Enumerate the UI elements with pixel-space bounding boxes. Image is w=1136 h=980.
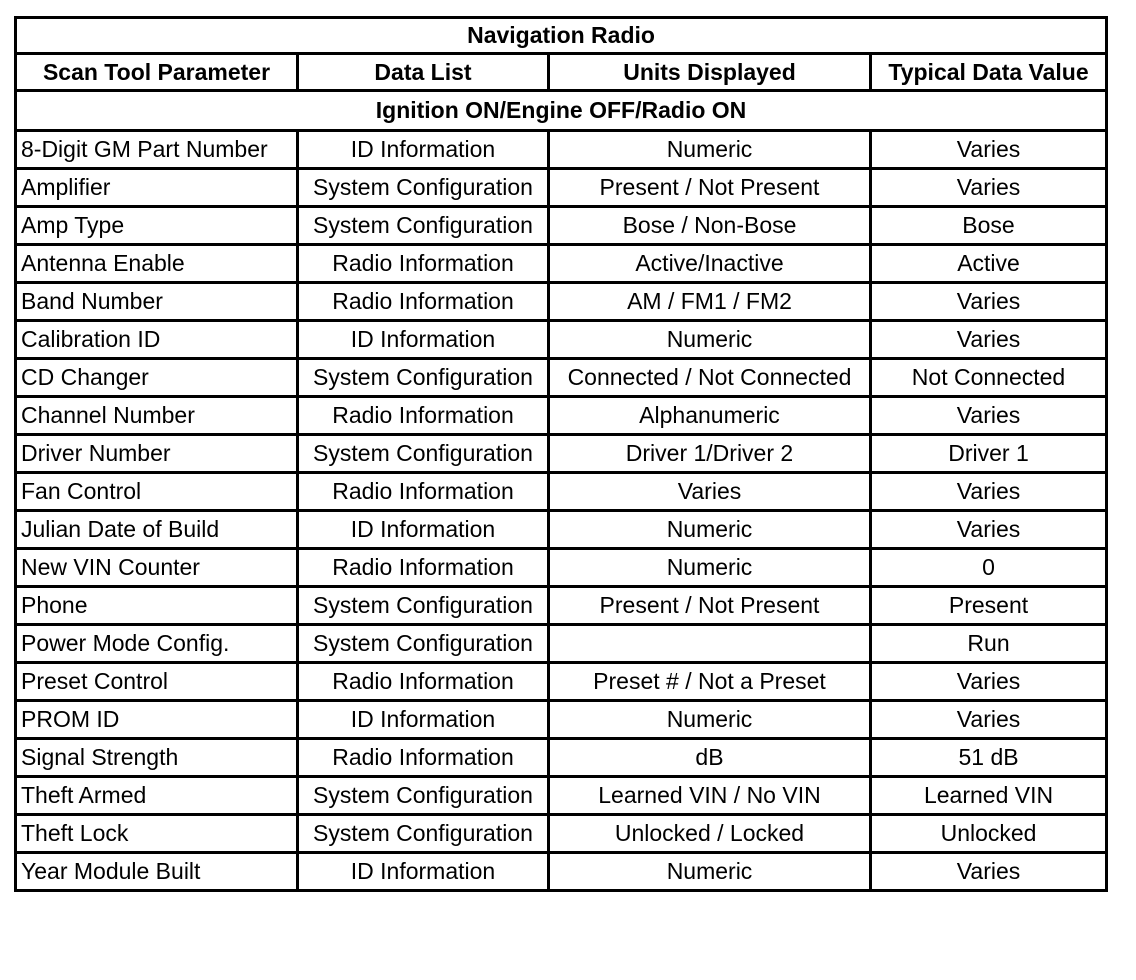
table-row	[16, 511, 1107, 549]
data-list-cell: System Configuration	[298, 435, 549, 473]
units-displayed-cell: Connected / Not Connected	[549, 359, 871, 397]
table-title: Navigation Radio	[16, 18, 1107, 54]
data-list-cell: System Configuration	[298, 359, 549, 397]
units-displayed-cell: Present / Not Present	[549, 169, 871, 207]
units-displayed-cell: Alphanumeric	[549, 397, 871, 435]
scan-tool-parameter-cell: Phone	[16, 587, 298, 625]
column-header-typical-data-value: Typical Data Value	[871, 54, 1107, 91]
units-displayed-cell: AM / FM1 / FM2	[549, 283, 871, 321]
units-displayed-cell: Preset # / Not a Preset	[549, 663, 871, 701]
data-list-cell: Radio Information	[298, 549, 549, 587]
units-displayed-cell: dB	[549, 739, 871, 777]
table-row	[16, 169, 1107, 207]
scan-tool-parameter-cell: 8-Digit GM Part Number	[16, 131, 298, 169]
units-displayed-cell: Numeric	[549, 701, 871, 739]
table-row	[16, 663, 1107, 701]
data-list-cell: System Configuration	[298, 777, 549, 815]
scan-tool-parameter-cell: Power Mode Config.	[16, 625, 298, 663]
table-row	[16, 587, 1107, 625]
scan-tool-parameter-cell: Band Number	[16, 283, 298, 321]
typical-data-value-cell: Varies	[871, 663, 1107, 701]
scan-tool-parameter-cell: Year Module Built	[16, 853, 298, 891]
column-header-units-displayed: Units Displayed	[549, 54, 871, 91]
typical-data-value-cell: Run	[871, 625, 1107, 663]
typical-data-value-cell: 0	[871, 549, 1107, 587]
units-displayed-cell: Numeric	[549, 131, 871, 169]
data-list-cell: Radio Information	[298, 283, 549, 321]
typical-data-value-cell: Driver 1	[871, 435, 1107, 473]
data-list-cell: Radio Information	[298, 397, 549, 435]
data-list-cell: Radio Information	[298, 739, 549, 777]
scan-tool-parameter-cell: Amplifier	[16, 169, 298, 207]
scan-tool-parameter-cell: PROM ID	[16, 701, 298, 739]
units-displayed-cell: Bose / Non-Bose	[549, 207, 871, 245]
typical-data-value-cell: Varies	[871, 473, 1107, 511]
typical-data-value-cell: Varies	[871, 169, 1107, 207]
table-row	[16, 853, 1107, 891]
data-list-cell: ID Information	[298, 511, 549, 549]
scan-tool-parameter-cell: New VIN Counter	[16, 549, 298, 587]
units-displayed-cell: Numeric	[549, 853, 871, 891]
typical-data-value-cell: Active	[871, 245, 1107, 283]
scan-tool-parameter-cell: Driver Number	[16, 435, 298, 473]
section-heading: Ignition ON/Engine OFF/Radio ON	[16, 91, 1107, 131]
units-displayed-cell: Unlocked / Locked	[549, 815, 871, 853]
column-header-scan-tool-parameter: Scan Tool Parameter	[16, 54, 298, 91]
typical-data-value-cell: Learned VIN	[871, 777, 1107, 815]
typical-data-value-cell: Varies	[871, 397, 1107, 435]
section-row	[16, 91, 1107, 131]
typical-data-value-cell: 51 dB	[871, 739, 1107, 777]
data-list-cell: Radio Information	[298, 473, 549, 511]
data-list-cell: Radio Information	[298, 663, 549, 701]
typical-data-value-cell: Varies	[871, 321, 1107, 359]
table-row	[16, 473, 1107, 511]
typical-data-value-cell: Not Connected	[871, 359, 1107, 397]
table-title-row	[16, 18, 1107, 54]
table-row	[16, 397, 1107, 435]
units-displayed-cell: Driver 1/Driver 2	[549, 435, 871, 473]
table-row	[16, 549, 1107, 587]
scan-tool-parameter-cell: Julian Date of Build	[16, 511, 298, 549]
table-row	[16, 283, 1107, 321]
table-row	[16, 207, 1107, 245]
typical-data-value-cell: Varies	[871, 511, 1107, 549]
table-row	[16, 321, 1107, 359]
table-row	[16, 739, 1107, 777]
data-list-cell: System Configuration	[298, 169, 549, 207]
column-header-data-list: Data List	[298, 54, 549, 91]
scan-tool-parameter-cell: Antenna Enable	[16, 245, 298, 283]
units-displayed-cell: Learned VIN / No VIN	[549, 777, 871, 815]
scan-tool-parameter-cell: Preset Control	[16, 663, 298, 701]
typical-data-value-cell: Bose	[871, 207, 1107, 245]
typical-data-value-cell: Unlocked	[871, 815, 1107, 853]
scan-tool-parameter-cell: Calibration ID	[16, 321, 298, 359]
units-displayed-cell: Present / Not Present	[549, 587, 871, 625]
table-row	[16, 435, 1107, 473]
typical-data-value-cell: Varies	[871, 701, 1107, 739]
data-list-cell: Radio Information	[298, 245, 549, 283]
table-row	[16, 359, 1107, 397]
data-list-cell: ID Information	[298, 131, 549, 169]
table-body	[16, 131, 1107, 891]
units-displayed-cell	[549, 625, 871, 663]
table-row	[16, 777, 1107, 815]
scan-tool-parameter-cell: Theft Lock	[16, 815, 298, 853]
units-displayed-cell: Varies	[549, 473, 871, 511]
table-row	[16, 131, 1107, 169]
scan-tool-parameter-cell: CD Changer	[16, 359, 298, 397]
data-list-cell: System Configuration	[298, 587, 549, 625]
data-list-cell: ID Information	[298, 321, 549, 359]
units-displayed-cell: Numeric	[549, 511, 871, 549]
scan-tool-parameter-cell: Fan Control	[16, 473, 298, 511]
table-row	[16, 245, 1107, 283]
typical-data-value-cell: Varies	[871, 283, 1107, 321]
units-displayed-cell: Numeric	[549, 321, 871, 359]
scan-tool-parameter-cell: Channel Number	[16, 397, 298, 435]
table-row	[16, 701, 1107, 739]
table-header-row	[16, 54, 1107, 91]
typical-data-value-cell: Varies	[871, 131, 1107, 169]
data-list-cell: System Configuration	[298, 815, 549, 853]
data-list-cell: ID Information	[298, 701, 549, 739]
table-row	[16, 815, 1107, 853]
units-displayed-cell: Active/Inactive	[549, 245, 871, 283]
navigation-radio-document	[14, 16, 1105, 892]
scan-tool-parameter-cell: Signal Strength	[16, 739, 298, 777]
typical-data-value-cell: Varies	[871, 853, 1107, 891]
units-displayed-cell: Numeric	[549, 549, 871, 587]
data-list-cell: System Configuration	[298, 625, 549, 663]
scan-tool-data-table	[14, 16, 1108, 892]
data-list-cell: ID Information	[298, 853, 549, 891]
typical-data-value-cell: Present	[871, 587, 1107, 625]
scan-tool-parameter-cell: Amp Type	[16, 207, 298, 245]
table-row	[16, 625, 1107, 663]
scan-tool-parameter-cell: Theft Armed	[16, 777, 298, 815]
data-list-cell: System Configuration	[298, 207, 549, 245]
